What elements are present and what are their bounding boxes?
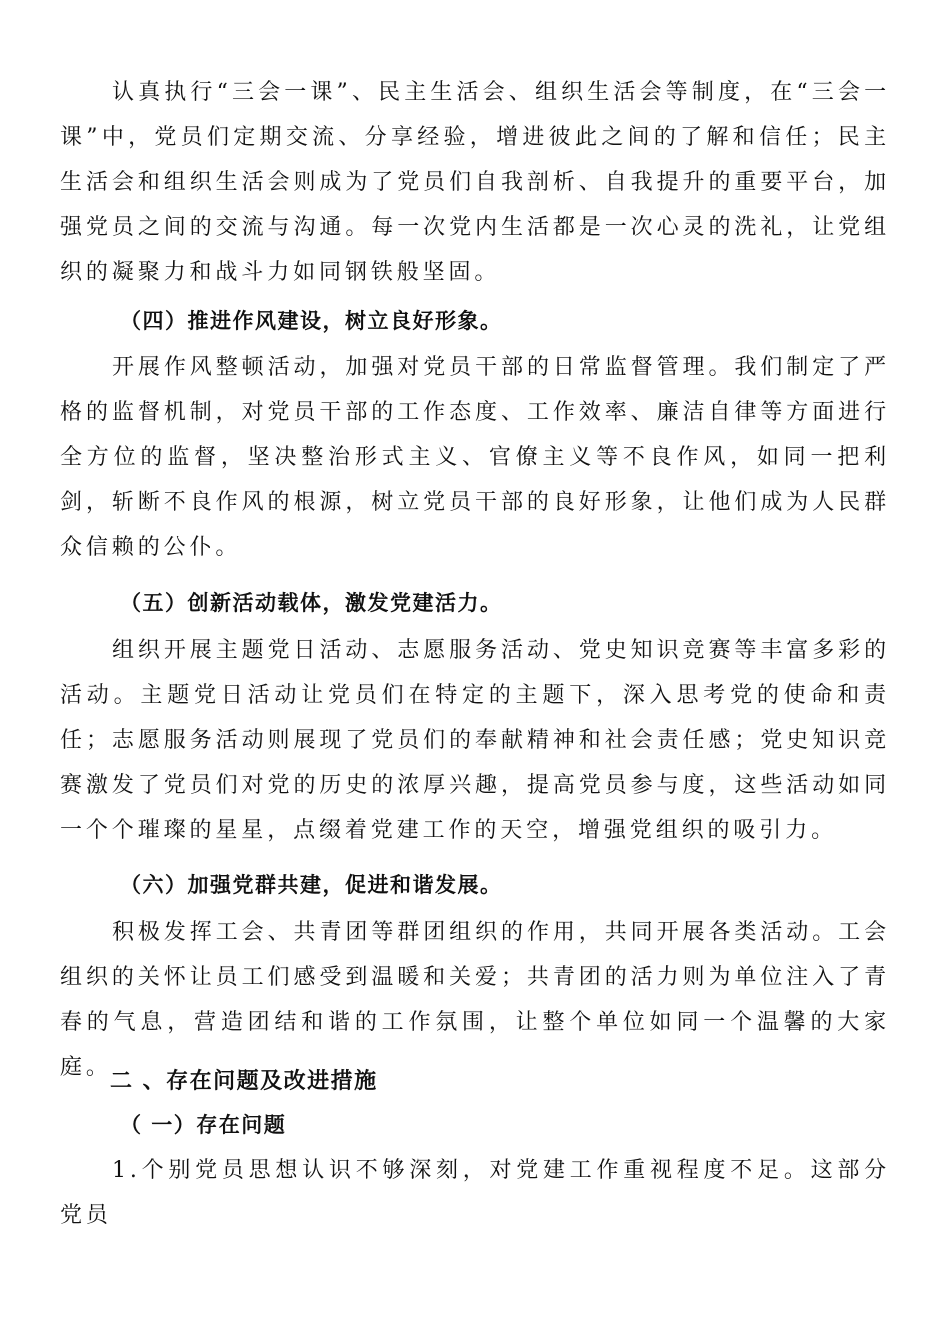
subsection-heading: （ 一）存在问题	[120, 1112, 287, 1137]
body-paragraph: 1.个别党员思想认识不够深刻，对党建工作重视程度不足。这部分党员	[60, 1158, 890, 1228]
chapter-heading: 二 、存在问题及改进措施	[110, 1068, 378, 1094]
body-paragraph: 认真执行“三会一课”、民主生活会、组织生活会等制度，在“三会一课”中，党员们定期交流、分享经验，增进彼此之间的了解和信任；民主生活会和组织生活会则成为了党员们自我剖析、自我提升的重要平台，加强党员之间的交流与沟通。每一次党内生活都是一次心灵的洗礼，让党组织的凝聚力和战斗力如同钢铁般坚固。	[60, 80, 890, 285]
section-heading-4: （四）推进作风建设，树立良好形象。	[120, 308, 503, 333]
body-paragraph: 组织开展主题党日活动、志愿服务活动、党史知识竞赛等丰富多彩的活动。主题党日活动让党员们在特定的主题下，深入思考党的使命和责任；志愿服务活动则展现了党员们的奉献精神和社会责任感；党史知识竞赛激发了党员们对党的历史的浓厚兴趣，提高党员参与度，这些活动如同一个个璀璨的星星，点缀着党建工作的天空，增强党组织的吸引力。	[60, 638, 890, 843]
section-heading-6: （六）加强党群共建，促进和谐发展。	[120, 872, 503, 897]
section-heading-5: （五）创新活动载体，激发党建活力。	[120, 590, 503, 615]
body-paragraph: 开展作风整顿活动，加强对党员干部的日常监督管理。我们制定了严格的监督机制，对党员干部的工作态度、工作效率、廉洁自律等方面进行全方位的监督，坚决整治形式主义、官僚主义等不良作风，如同一把利剑，斩断不良作风的根源，树立党员干部的良好形象，让他们成为人民群众信赖的公仆。	[60, 355, 890, 560]
body-paragraph: 积极发挥工会、共青团等群团组织的作用，共同开展各类活动。工会组织的关怀让员工们感受到温暖和关爱；共青团的活力则为单位注入了青春的气息，营造团结和谐的工作氛围，让整个单位如同一个温馨的大家庭。	[60, 920, 890, 1080]
